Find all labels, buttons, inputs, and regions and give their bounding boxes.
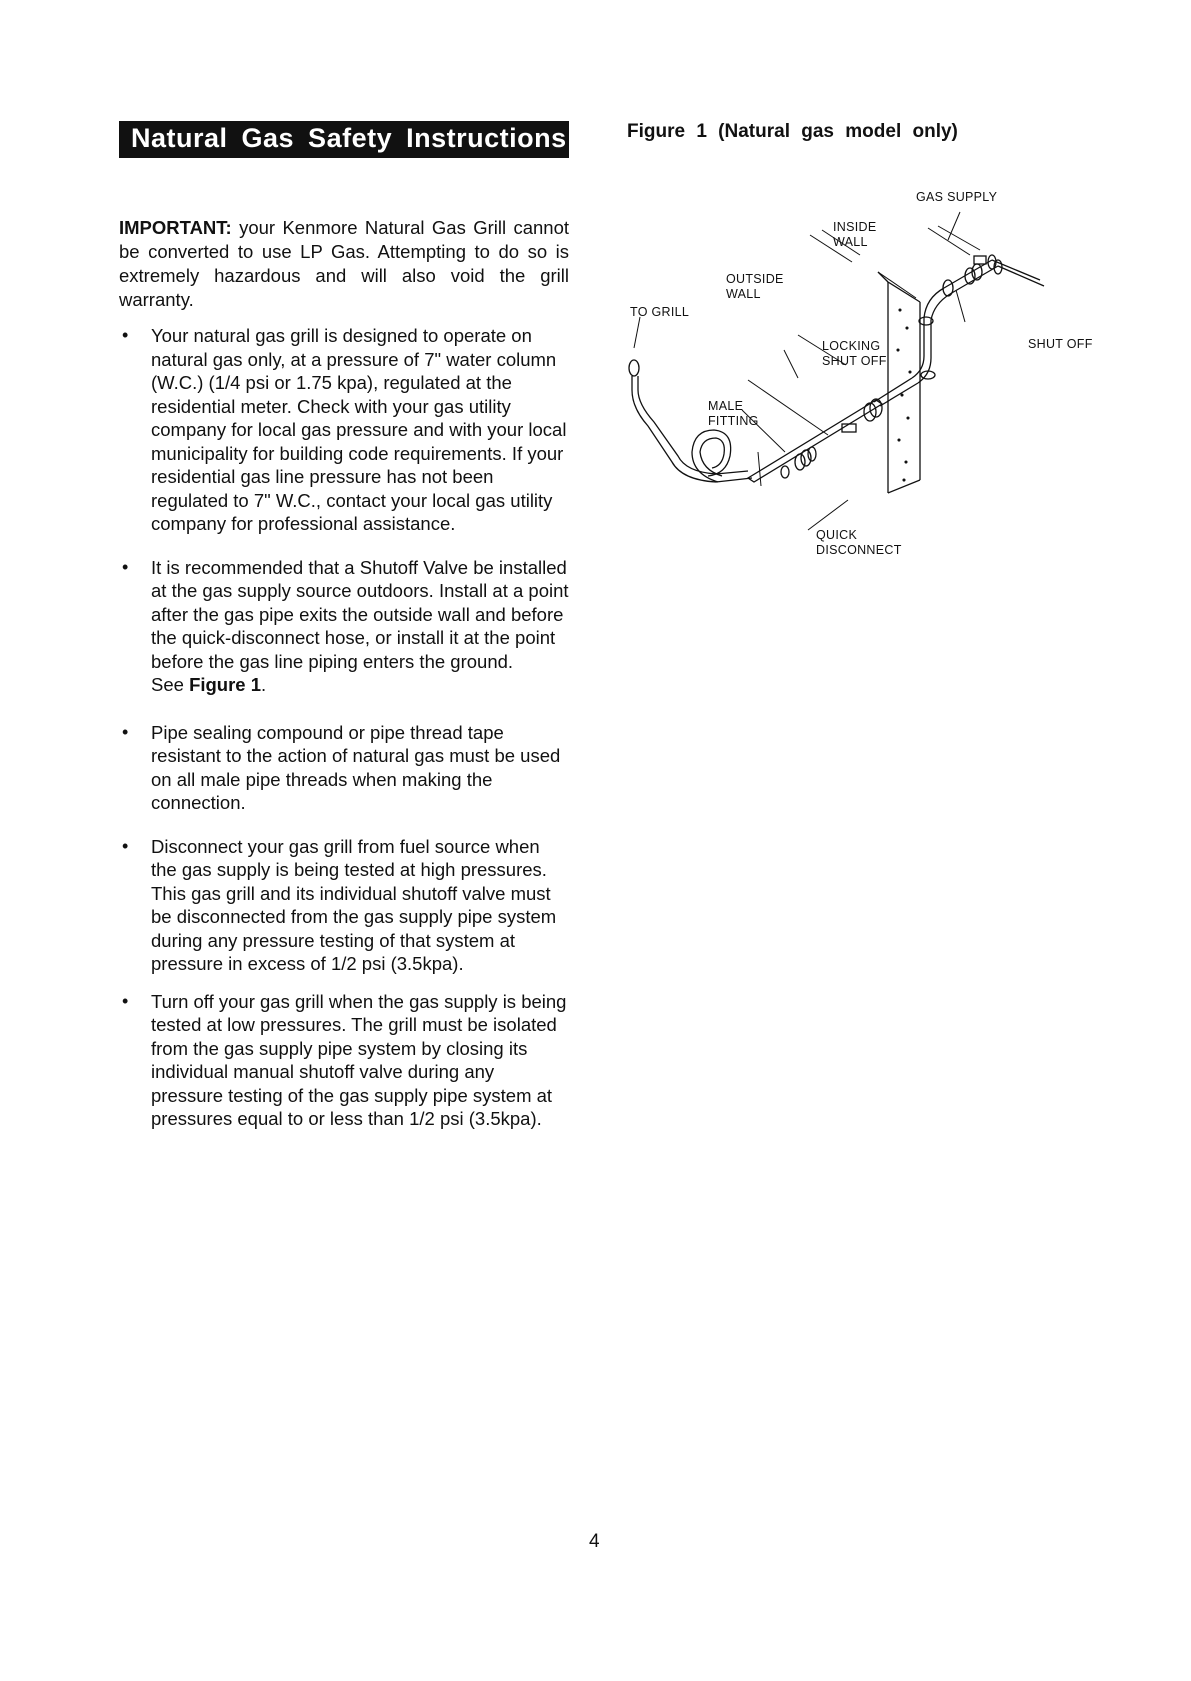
- gas-connection-diagram: [620, 190, 1120, 570]
- section-title: Natural Gas Safety Instructions: [119, 121, 569, 158]
- list-item: [119, 556, 569, 697]
- list-item: [119, 324, 569, 536]
- bullet-icon: •: [122, 325, 129, 345]
- list-item-text: Pipe sealing compound or pipe thread tape resistant to the action of natural gas must be used on all male pipe threads when making the connection.: [151, 721, 561, 813]
- label-gas-supply: GAS SUPPLY: [916, 190, 998, 204]
- safety-list: [119, 324, 569, 1131]
- label-locking-shut-off: LOCKING SHUT OFF: [822, 339, 887, 368]
- bullet-icon: •: [122, 990, 129, 1011]
- list-item-text: Turn off your gas grill when the gas supply is being tested at low pressures. The grill must be isolated from the gas supply pipe system by closing its individual manual shutoff valve during any pressure testing of the gas supply pipe system at pressures equal to or less than 1/2 psi (3.5kpa).: [151, 990, 567, 1129]
- label-male-fitting: MALE FITTING: [708, 399, 759, 428]
- important-notice: [119, 216, 569, 312]
- list-item: [119, 721, 569, 815]
- see-suffix: .: [261, 674, 267, 695]
- label-shut-off: SHUT OFF: [1028, 337, 1093, 351]
- see-prefix: See: [151, 674, 190, 695]
- list-item: [119, 835, 569, 976]
- left-column: [119, 121, 569, 1131]
- wall-shape: [878, 272, 920, 493]
- list-item: [119, 990, 569, 1131]
- supply-pipe: [748, 260, 1044, 482]
- label-inside-wall: INSIDE WALL: [833, 220, 877, 249]
- bullet-icon: •: [122, 835, 129, 856]
- important-label: IMPORTANT:: [119, 217, 232, 238]
- list-item-text: It is recommended that a Shutoff Valve be installed at the gas supply source outdoors. Install at a point after the gas pipe exits the outside wall and before the quick-disconnect hose, or install it at the point before the gas line piping enters the ground.: [151, 556, 569, 672]
- label-quick-disconnect: QUICK DISCONNECT: [816, 528, 902, 557]
- label-to-grill: TO GRILL: [630, 305, 690, 319]
- figure-reference: Figure 1: [189, 674, 262, 695]
- list-item-text: Your natural gas grill is designed to operate on natural gas only, at a pressure of 7" water column (W.C.) (1/4 psi or 1.75 kpa), regulated at the residential meter. Check with your gas utility company for local gas pressure and with your local municipality for building code requirements. If your residential gas line pressure has not been regulated to 7" W.C., contact your local gas utility company for professional assistance.: [151, 325, 567, 534]
- label-outside-wall: OUTSIDE WALL: [726, 272, 784, 301]
- page-number: 4: [589, 1531, 600, 1552]
- figure-title: Figure 1 (Natural gas model only): [627, 121, 958, 142]
- bullet-icon: •: [122, 721, 129, 742]
- important-text: your Kenmore Natural Gas Grill cannot be converted to use LP Gas. Attempting to do so is extremely hazardous and will also void the grill warranty.: [119, 217, 569, 310]
- list-item-text: Disconnect your gas grill from fuel source when the gas supply is being tested at high pressures. This gas grill and its individual shutoff valve must be disconnected from the gas supply pipe system during any pressure testing of that system at pressure in excess of 1/2 psi (3.5kpa).: [151, 835, 557, 974]
- pipe-fittings: [781, 255, 1002, 478]
- bullet-icon: •: [122, 556, 129, 577]
